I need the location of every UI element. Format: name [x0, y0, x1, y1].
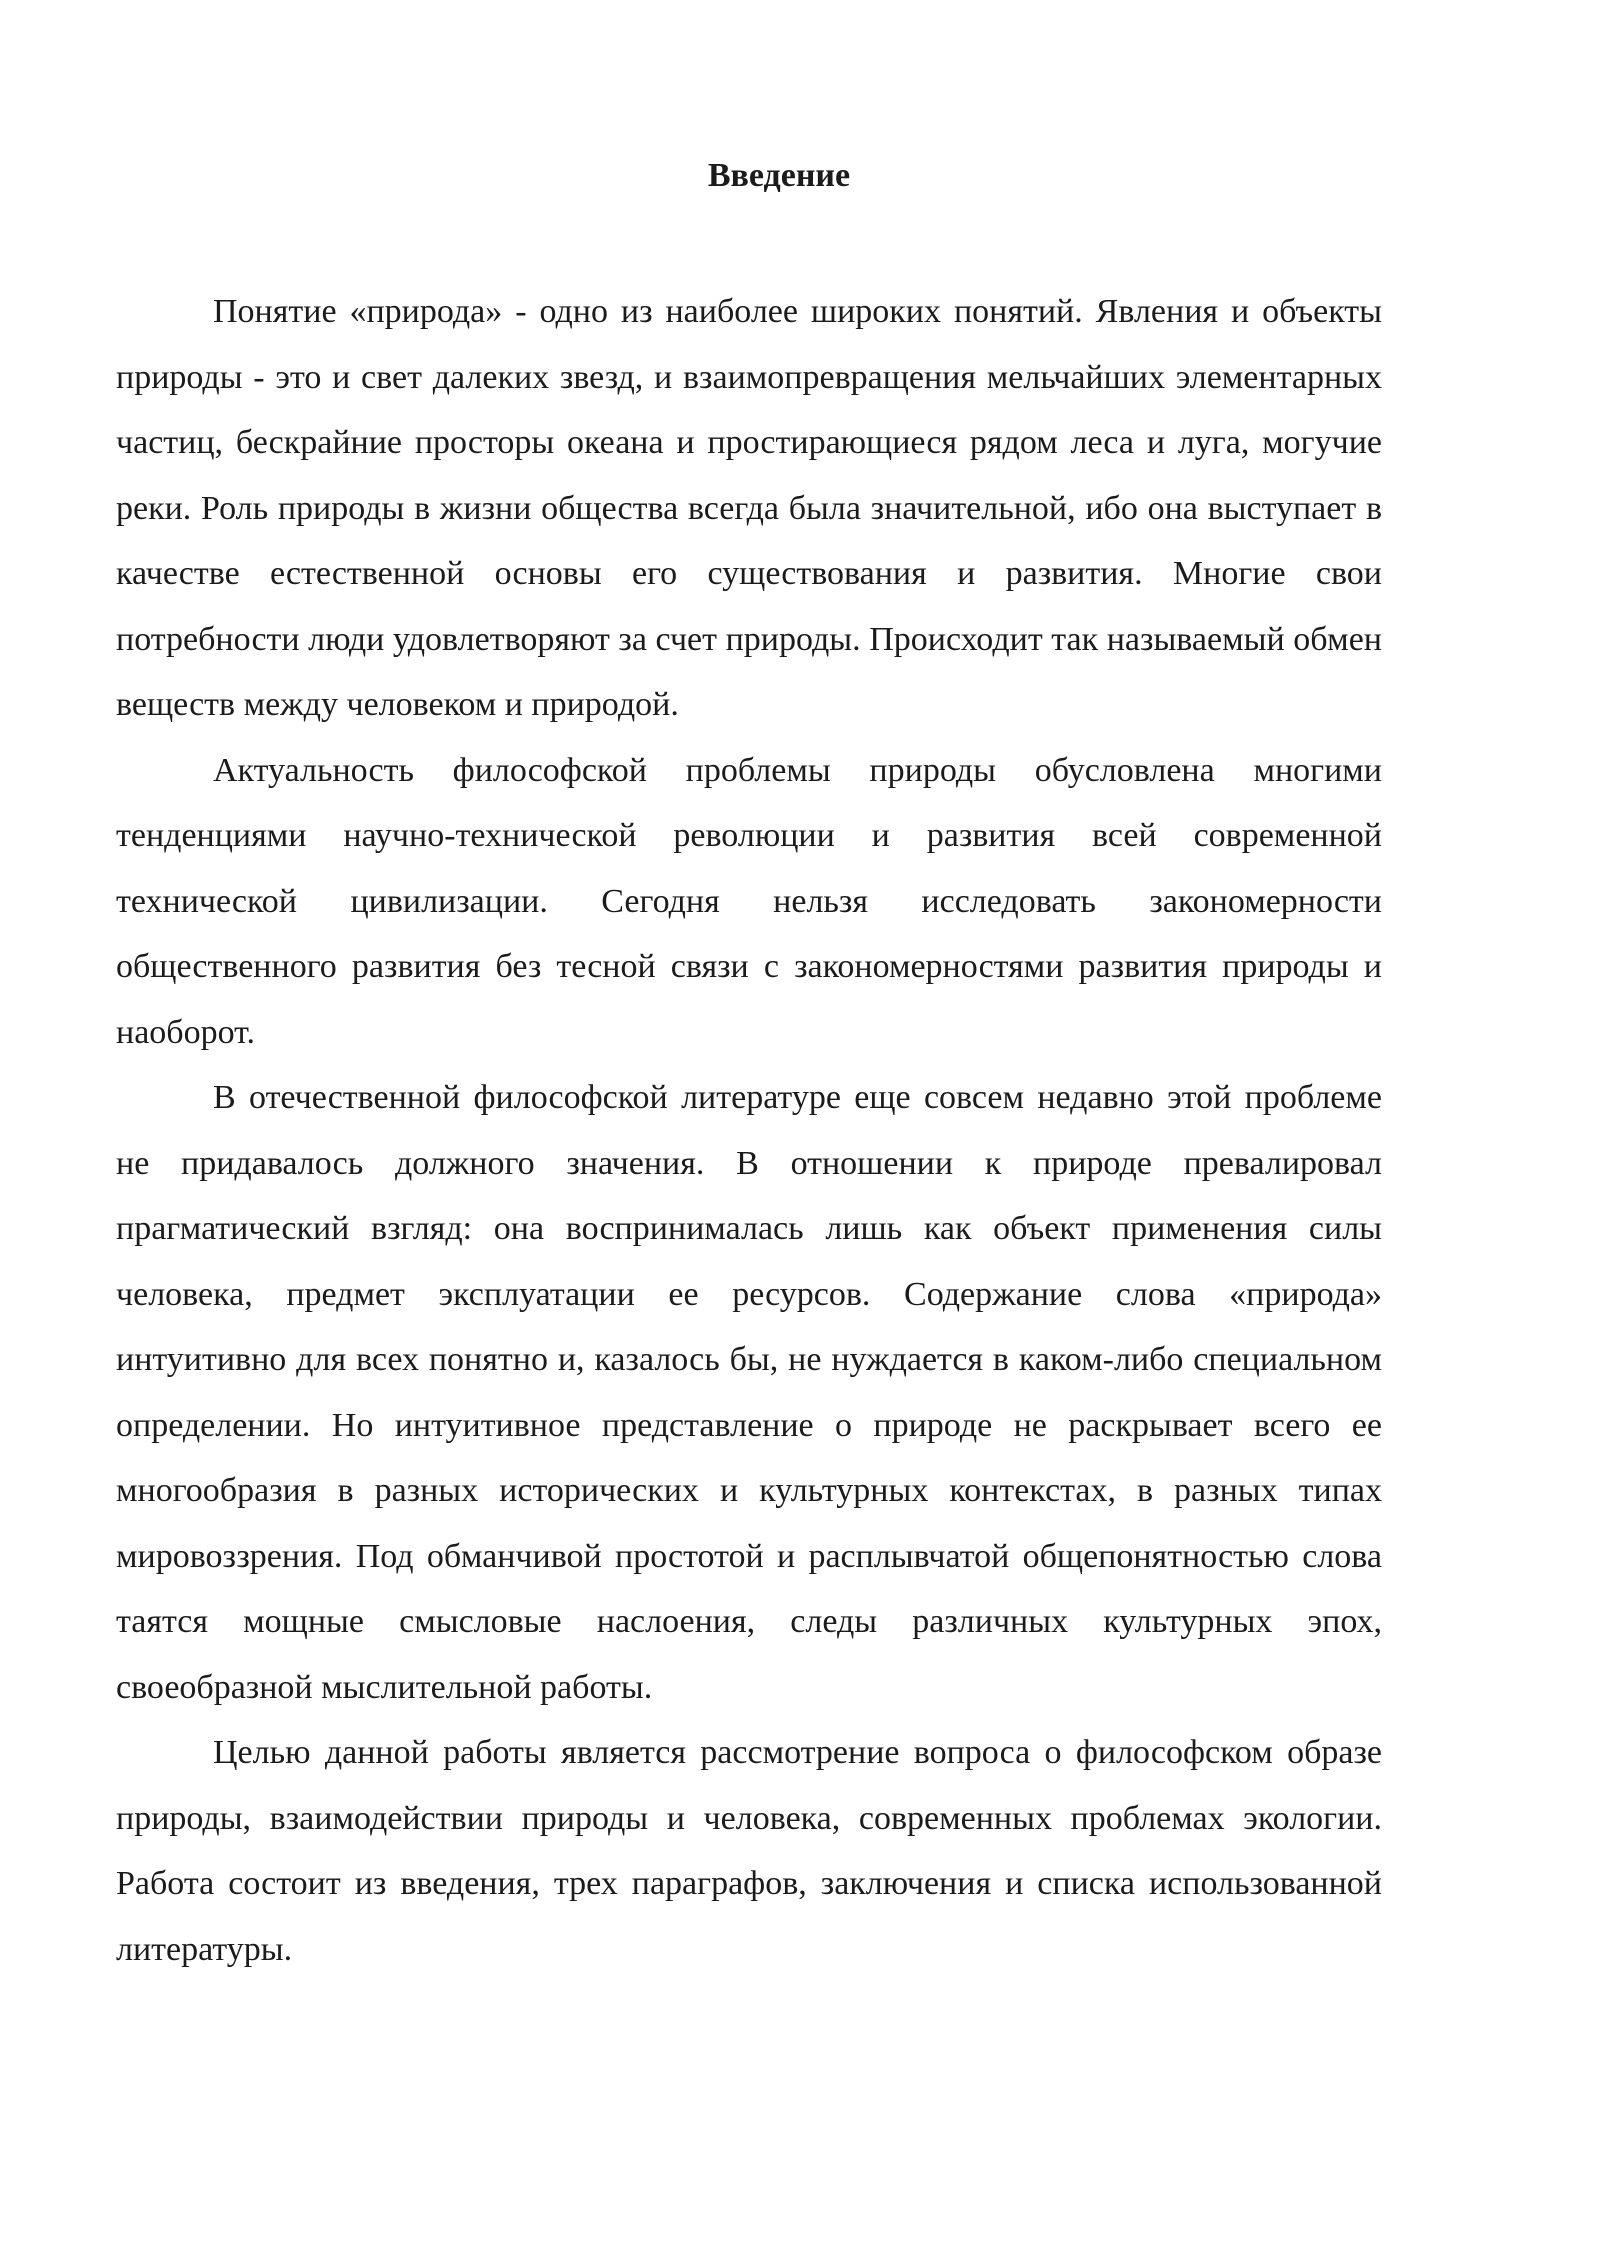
paragraph-3: В отечественной философской литературе еще совсем недавно этой проблеме не придавалось должного значения. В отношении к природе превалировал прагматический взгляд: она воспринималась лишь как объект применения силы человека, предмет эксплуатации ее ресурсов. Содержание слова «природа» интуитивно для всех понятно и, казалось бы, не нуждается в каком-либо специальном определении. Но интуитивное представление о природе не раскрывает всего ее многообразия в разных исторических и культурных контекстах, в разных типах мировоззрения. Под обманчивой простотой и расплывчатой общепонятностью слова таятся мощные смысловые наслоения, следы различных культурных эпох, своеобразной мыслительной работы.	[116, 1079, 1382, 1706]
paragraph-1: Понятие «природа» - одно из наиболее широких понятий. Явления и объекты природы - это и свет далеких звезд, и взаимопревращения мельчайших элементарных частиц, бескрайние просторы океана и простирающиеся рядом леса и луга, могучие реки. Роль природы в жизни общества всегда была значительной, ибо она выступает в качестве естественной основы его существования и развития. Многие свои потребности люди удовлетворяют за счет природы. Происходит так называемый обмен веществ между человеком и природой.	[116, 293, 1382, 723]
page-title: Введение	[707, 157, 851, 194]
paragraph-4: Целью данной работы является рассмотрение вопроса о философском образе природы, взаимодействии природы и человека, современных проблемах экологии. Работа состоит из введения, трех параграфов, заключения и списка использованной литературы.	[116, 1734, 1382, 1968]
paragraph-2: Актуальность философской проблемы природы обусловлена многими тенденциями научно-технической революции и развития всей современной технической цивилизации. Сегодня нельзя исследовать закономерности общественного развития без тесной связи с закономерностями развития природы и наоборот.	[116, 751, 1382, 1051]
document-body	[116, 279, 1382, 1982]
